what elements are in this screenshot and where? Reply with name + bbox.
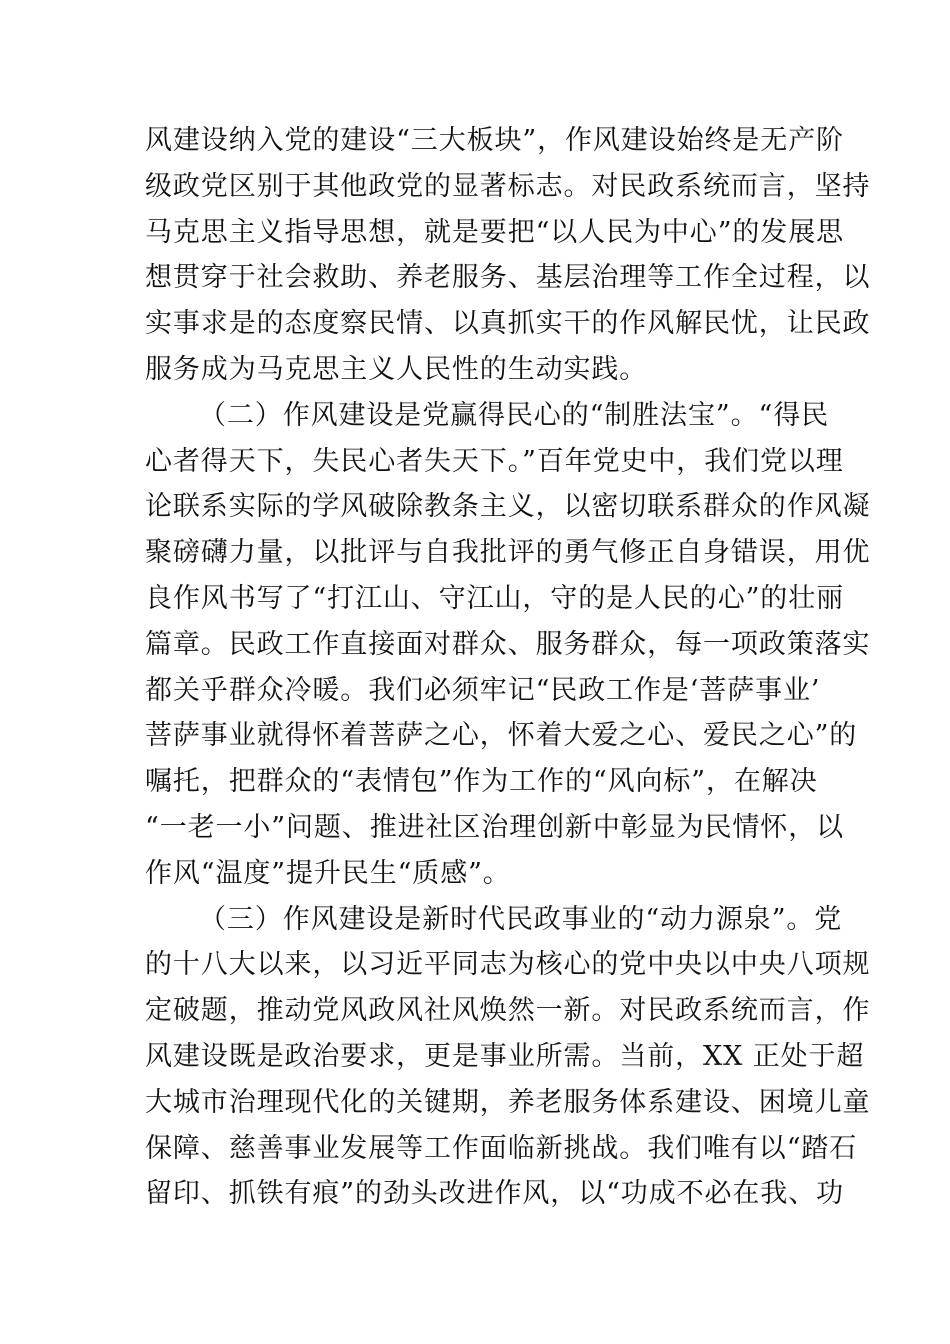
text-line: 风建设纳入党的建设“三大板块”，作风建设始终是无产阶 (145, 125, 845, 156)
text-line: （二）作风建设是党赢得民心的“制胜法宝”。“得民 (199, 399, 830, 431)
text-line: 保障、慈善事业发展等工作面临新挑战。我们唯有以“踏石 (145, 1132, 858, 1164)
text-line: “一老一小”问题、推进社区治理创新中彰显为民情怀，以 (145, 811, 845, 843)
text-line: 服务成为马克思主义人民性的生动实践。 (145, 353, 648, 385)
text-line: 论联系实际的学风破除教条主义，以密切联系群众的作风凝 (145, 491, 871, 523)
text-line: 风建设既是政治要求，更是事业所需。当前，XX 正处于超 (145, 1040, 865, 1072)
text-line: 大城市治理现代化的关键期，养老服务体系建设、困境儿童 (145, 1086, 871, 1118)
body-text (145, 118, 871, 1217)
paragraph-2 (145, 393, 871, 897)
paragraph-1 (145, 118, 871, 393)
text-line: 良作风书写了“打江山、守江山，守的是人民的心”的壮丽 (145, 582, 845, 614)
text-line: 菩萨事业就得怀着菩萨之心，怀着大爱之心、爱民之心”的 (145, 720, 858, 752)
text-line: 嘱托，把群众的“表情包”作为工作的“风向标”，在解决 (145, 766, 818, 798)
text-line: 作风“温度”提升民生“质感”。 (145, 857, 511, 889)
text-line: 想贯穿于社会救助、养老服务、基层治理等工作全过程，以 (145, 262, 871, 294)
text-line: 篇章。民政工作直接面对群众、服务群众，每一项政策落实 (145, 628, 871, 660)
text-line: 都关乎群众冷暖。我们必须牢记“民政工作是‘菩萨事业’ (145, 674, 821, 706)
text-line: 实事求是的态度察民情、以真抓实干的作风解民忧，让民政 (145, 308, 871, 340)
text-line: 马克思主义指导思想，就是要把“以人民为中心”的发展思 (145, 216, 845, 248)
paragraph-3 (145, 897, 871, 1218)
text-line: 定破题，推动党风政风社风焕然一新。对民政系统而言，作 (145, 995, 871, 1027)
text-line: 留印、抓铁有痕”的劲头改进作风，以“功成不必在我、功 (145, 1178, 845, 1210)
text-line: 心者得天下，失民心者失天下。”百年党史中，我们党以理 (145, 445, 844, 477)
text-line: 的十八大以来，以习近平同志为核心的党中央以中央八项规 (145, 949, 871, 981)
text-line: 级政党区别于其他政党的显著标志。对民政系统而言，坚持 (145, 170, 871, 202)
text-line: （三）作风建设是新时代民政事业的“动力源泉”。党 (199, 903, 843, 935)
text-line: 聚磅礴力量，以批评与自我批评的勇气修正自身错误，用优 (145, 537, 871, 569)
